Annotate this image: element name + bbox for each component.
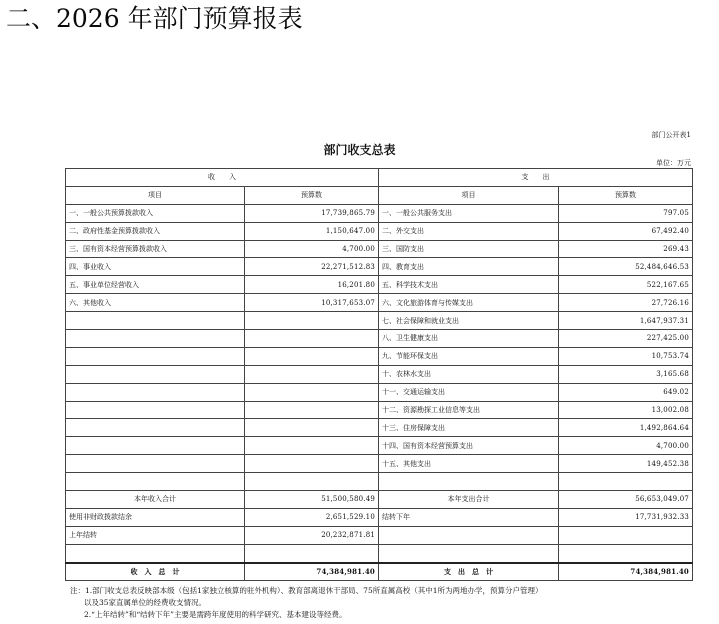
table-row xyxy=(66,330,693,348)
income-item-cell: 三、国有资本经营预算拨款收入 xyxy=(66,240,245,258)
income-item-cell xyxy=(66,330,245,348)
expense-amount-cell: 797.05 xyxy=(559,204,693,222)
income-amount-cell: 20,232,871.81 xyxy=(245,526,379,544)
income-item-cell: 使用非财政拨款结余 xyxy=(66,508,245,526)
table-row xyxy=(66,347,693,365)
expense-item-cell: 支 出 总 计 xyxy=(379,563,559,581)
expense-item-cell: 十、农林水支出 xyxy=(379,365,559,383)
table-row xyxy=(66,383,693,401)
budget-table-body xyxy=(66,169,693,581)
expense-amount-cell: 649.02 xyxy=(559,383,693,401)
income-amount-cell: 22,271,512.83 xyxy=(245,258,379,276)
expense-item-cell: 十一、交通运输支出 xyxy=(379,383,559,401)
income-item-cell xyxy=(66,312,245,330)
expense-item-cell xyxy=(379,473,559,491)
note-line-1: 注：1.部门收支总表反映部本级（包括1家独立核算的驻外机构）、教育部离退休干部局、75所直属高校（其中1所为两地办学，预算分户管理） xyxy=(70,586,543,595)
expense-amount-cell: 56,653,049.07 xyxy=(559,491,693,509)
income-item-cell xyxy=(66,419,245,437)
income-item-cell xyxy=(66,473,245,491)
expense-item-cell: 五、科学技术支出 xyxy=(379,276,559,294)
expense-item-header: 项目 xyxy=(379,186,559,204)
income-amount-cell: 2,651,529.10 xyxy=(245,508,379,526)
expense-item-cell: 九、节能环保支出 xyxy=(379,347,559,365)
expense-amount-cell: 3,165.68 xyxy=(559,365,693,383)
expense-item-cell: 十五、其他支出 xyxy=(379,455,559,473)
expense-amount-cell: 27,726.16 xyxy=(559,294,693,312)
expense-amount-header: 预算数 xyxy=(559,186,693,204)
expense-amount-cell: 4,700.00 xyxy=(559,437,693,455)
income-item-cell: 四、事业收入 xyxy=(66,258,245,276)
income-item-cell xyxy=(66,401,245,419)
expense-amount-cell: 67,492.40 xyxy=(559,222,693,240)
income-amount-cell xyxy=(245,365,379,383)
column-header-row xyxy=(66,186,693,204)
income-amount-cell: 10,317,653.07 xyxy=(245,294,379,312)
income-amount-header: 预算数 xyxy=(245,186,379,204)
income-item-cell: 上年结转 xyxy=(66,526,245,544)
income-amount-cell xyxy=(245,330,379,348)
unit-label: 单位：万元 xyxy=(656,159,691,167)
expense-amount-cell xyxy=(559,473,693,491)
expense-item-cell: 十二、资源勘探工业信息等支出 xyxy=(379,401,559,419)
expense-item-cell: 十四、国有资本经营预算支出 xyxy=(379,437,559,455)
expense-amount-cell: 17,731,932.33 xyxy=(559,508,693,526)
income-item-cell: 收 入 总 计 xyxy=(66,563,245,581)
income-item-cell xyxy=(66,365,245,383)
expense-item-cell: 六、文化旅游体育与传媒支出 xyxy=(379,294,559,312)
income-amount-cell: 74,384,981.40 xyxy=(245,563,379,581)
income-item-cell: 一、一般公共预算拨款收入 xyxy=(66,204,245,222)
expense-item-cell: 结转下年 xyxy=(379,508,559,526)
expense-item-cell: 四、教育支出 xyxy=(379,258,559,276)
expense-amount-cell: 1,647,937.31 xyxy=(559,312,693,330)
income-item-cell xyxy=(66,455,245,473)
income-amount-cell: 51,500,580.49 xyxy=(245,491,379,509)
table-row xyxy=(66,437,693,455)
income-amount-cell xyxy=(245,544,379,562)
income-amount-cell: 4,700.00 xyxy=(245,240,379,258)
table-row xyxy=(66,222,693,240)
table-row xyxy=(66,544,693,562)
expense-amount-cell xyxy=(559,544,693,562)
expense-item-cell xyxy=(379,544,559,562)
expense-amount-cell: 227,425.00 xyxy=(559,330,693,348)
income-item-cell: 二、政府性基金预算拨款收入 xyxy=(66,222,245,240)
income-amount-cell xyxy=(245,455,379,473)
expense-amount-cell: 10,753.74 xyxy=(559,347,693,365)
expense-item-cell: 三、国防支出 xyxy=(379,240,559,258)
expense-item-cell xyxy=(379,526,559,544)
income-amount-cell xyxy=(245,312,379,330)
expense-amount-cell: 13,002.08 xyxy=(559,401,693,419)
expense-item-cell: 二、外交支出 xyxy=(379,222,559,240)
income-item-cell xyxy=(66,544,245,562)
table-row xyxy=(66,508,693,526)
notes xyxy=(70,585,543,621)
table-row xyxy=(66,258,693,276)
form-number: 部门公开表1 xyxy=(651,131,691,139)
expense-header: 支 出 xyxy=(379,169,693,187)
table-row xyxy=(66,563,693,581)
table-row xyxy=(66,401,693,419)
income-item-header: 项目 xyxy=(66,186,245,204)
table-row xyxy=(66,473,693,491)
expense-amount-cell: 74,384,981.40 xyxy=(559,563,693,581)
income-amount-cell xyxy=(245,437,379,455)
income-amount-cell: 1,150,647.00 xyxy=(245,222,379,240)
budget-table xyxy=(65,168,693,581)
expense-item-cell: 十三、住房保障支出 xyxy=(379,419,559,437)
table-title: 部门收支总表 xyxy=(323,143,396,157)
expense-item-cell: 七、社会保障和就业支出 xyxy=(379,312,559,330)
income-item-cell xyxy=(66,437,245,455)
income-item-cell: 本年收入合计 xyxy=(66,491,245,509)
income-item-cell: 五、事业单位经营收入 xyxy=(66,276,245,294)
table-row xyxy=(66,294,693,312)
income-item-cell: 六、其他收入 xyxy=(66,294,245,312)
expense-amount-cell: 52,484,646.53 xyxy=(559,258,693,276)
income-header: 收 入 xyxy=(66,169,379,187)
page-heading: 二、2026 年部门预算报表 xyxy=(6,4,303,33)
table-row xyxy=(66,312,693,330)
income-item-cell xyxy=(66,347,245,365)
income-amount-cell xyxy=(245,347,379,365)
table-row xyxy=(66,240,693,258)
income-amount-cell xyxy=(245,401,379,419)
table-row xyxy=(66,491,693,509)
table-row xyxy=(66,455,693,473)
expense-item-cell: 一、一般公共服务支出 xyxy=(379,204,559,222)
table-row xyxy=(66,276,693,294)
income-amount-cell: 17,739,865.79 xyxy=(245,204,379,222)
table-row xyxy=(66,204,693,222)
income-amount-cell: 16,201.80 xyxy=(245,276,379,294)
table-row xyxy=(66,365,693,383)
expense-amount-cell: 149,452.38 xyxy=(559,455,693,473)
income-amount-cell xyxy=(245,473,379,491)
table-row xyxy=(66,419,693,437)
section-header-row xyxy=(66,169,693,187)
income-amount-cell xyxy=(245,419,379,437)
table-row xyxy=(66,526,693,544)
expense-amount-cell: 522,167.65 xyxy=(559,276,693,294)
expense-amount-cell: 1,492,864.64 xyxy=(559,419,693,437)
expense-amount-cell: 269.43 xyxy=(559,240,693,258)
expense-item-cell: 本年支出合计 xyxy=(379,491,559,509)
income-item-cell xyxy=(66,383,245,401)
income-amount-cell xyxy=(245,383,379,401)
note-line-3: 2.“上年结转”和“结转下年”主要是需跨年度使用的科学研究、基本建设等经费。 xyxy=(84,610,347,619)
note-line-2: 以及35家直属单位的经费收支情况。 xyxy=(84,598,207,607)
expense-item-cell: 八、卫生健康支出 xyxy=(379,330,559,348)
expense-amount-cell xyxy=(559,526,693,544)
